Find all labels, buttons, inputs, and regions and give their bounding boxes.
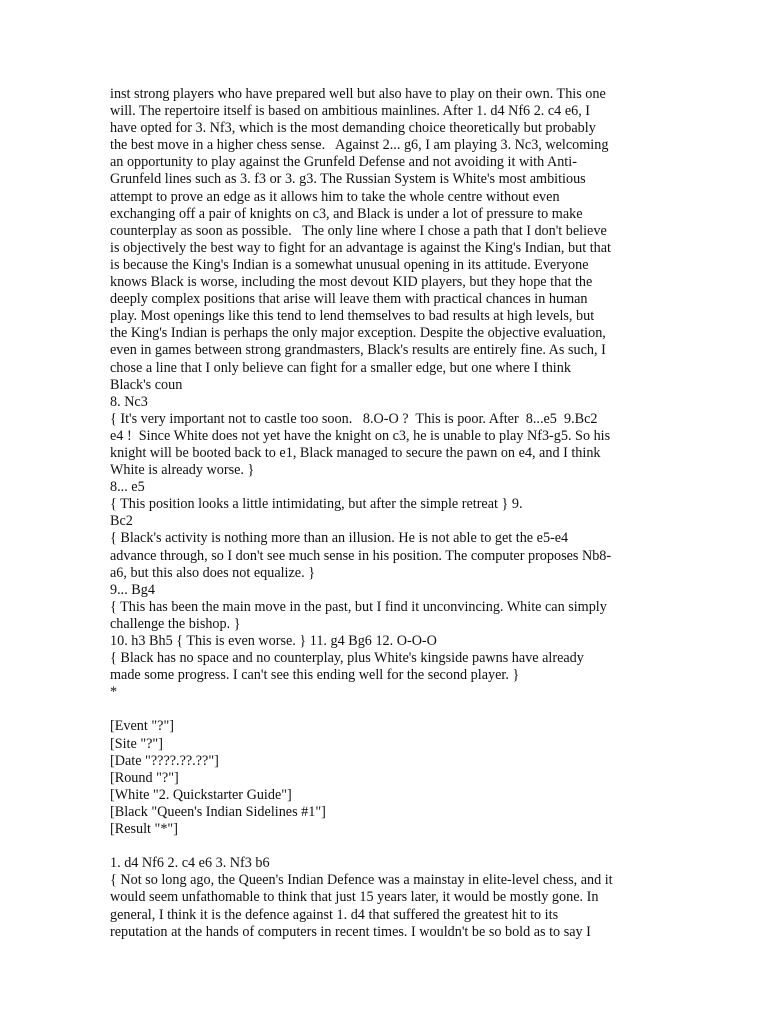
blank-line (110, 701, 670, 718)
comment-line: knight will be booted back to e1, Black managed to secure the pawn on e4, and I think (110, 444, 601, 461)
text-line: play. Most openings like this tend to lend themselves to bad results at high levels, but (110, 308, 595, 325)
pgn-header-site: [Site "?"] (110, 735, 163, 752)
comment-line: { Not so long ago, the Queen's Indian Defence was a mainstay in elite-level chess, and it (110, 872, 613, 889)
comment-line: { Black has no space and no counterplay, plus White's kingside pawns have already (110, 650, 584, 667)
comment-line: a6, but this also does not equalize. } (110, 564, 315, 581)
result-marker: * (110, 684, 118, 701)
text-line: exchanging off a pair of knights on c3, and Black is under a lot of pressure to make (110, 205, 583, 222)
move-line: 10. h3 Bh5 { This is even worse. } 11. g4 Bg6 12. O-O-O (110, 633, 437, 649)
comment-line: { It's very important not to castle too soon. 8.O-O ? This is poor. After 8...e5 9.Bc2 (110, 410, 598, 427)
document-page (110, 86, 670, 941)
text-line: Black's coun (110, 376, 183, 393)
pgn-header-result: [Result "*"] (110, 821, 178, 838)
pgn-header-white: [White "2. Quickstarter Guide"] (110, 786, 292, 803)
text-line: attempt to prove an edge as it allows him to take the whole centre without even (110, 188, 560, 205)
text-line: counterplay as soon as possible. The only line where I chose a path that I don't believe (110, 222, 607, 239)
comment-line: made some progress. I can't see this ending well for the second player. } (110, 667, 520, 684)
comment-line: challenge the bishop. } (110, 615, 241, 632)
text-line: will. The repertoire itself is based on ambitious mainlines. After 1. d4 Nf6 2. c4 e6, I (110, 103, 591, 120)
text-line: even in games between strong grandmasters, Black's results are entirely fine. As such, I (110, 342, 606, 359)
text-line: is because the King's Indian is a somewhat unusual opening in its attitude. Everyone (110, 256, 589, 273)
pgn-header-date: [Date "????.??.??"] (110, 752, 219, 769)
text-line: inst strong players who have prepared well but also have to play on their own. This one (110, 86, 606, 102)
move-line: 8... e5 (110, 479, 145, 496)
move-line: 1. d4 Nf6 2. c4 e6 3. Nf3 b6 (110, 855, 270, 872)
text-line: have opted for 3. Nf3, which is the most demanding choice theoretically but probably (110, 120, 596, 137)
pgn-header-black: [Black "Queen's Indian Sidelines #1"] (110, 803, 326, 820)
text-line: the King's Indian is perhaps the only major exception. Despite the objective evaluation, (110, 325, 606, 342)
comment-line: advance through, so I don't see much sense in his position. The computer proposes Nb8- (110, 547, 612, 564)
move-line: Bc2 (110, 513, 133, 530)
text-line: an opportunity to play against the Grunfeld Defense and not avoiding it with Anti- (110, 154, 577, 171)
comment-line: general, I think it is the defence against 1. d4 that suffered the greatest hit to its (110, 906, 559, 923)
move-line: 9... Bg4 (110, 581, 155, 598)
text-line: knows Black is worse, including the most devout KID players, but they hope that the (110, 274, 593, 291)
text-line: is objectively the best way to fight for an advantage is against the King's Indian, but that (110, 239, 611, 256)
comment-line: { This position looks a little intimidating, but after the simple retreat } 9. (110, 496, 523, 513)
pgn-header-event: [Event "?"] (110, 718, 174, 735)
comment-line: would seem unfathomable to think that just 15 years later, it would be mostly gone. In (110, 889, 599, 906)
comment-line: reputation at the hands of computers in recent times. I wouldn't be so bold as to say I (110, 923, 591, 940)
text-line: Grunfeld lines such as 3. f3 or 3. g3. The Russian System is White's most ambitious (110, 171, 586, 188)
text-line: deeply complex positions that arise will leave them with practical chances in human (110, 291, 588, 308)
text-line: the best move in a higher chess sense. Against 2... g6, I am playing 3. Nc3, welcoming (110, 137, 609, 154)
pgn-header-round: [Round "?"] (110, 769, 179, 786)
comment-line: e4 ! Since White does not yet have the knight on c3, he is unable to play Nf3-g5. So his (110, 427, 611, 444)
comment-line: { Black's activity is nothing more than an illusion. He is not able to get the e5-e4 (110, 530, 569, 547)
blank-line (110, 838, 670, 855)
move-line: 8. Nc3 (110, 393, 148, 410)
comment-line: { This has been the main move in the past, but I find it unconvincing. White can simply (110, 598, 607, 615)
text-line: chose a line that I only believe can fight for a smaller edge, but one where I think (110, 359, 571, 376)
comment-line: White is already worse. } (110, 462, 255, 479)
